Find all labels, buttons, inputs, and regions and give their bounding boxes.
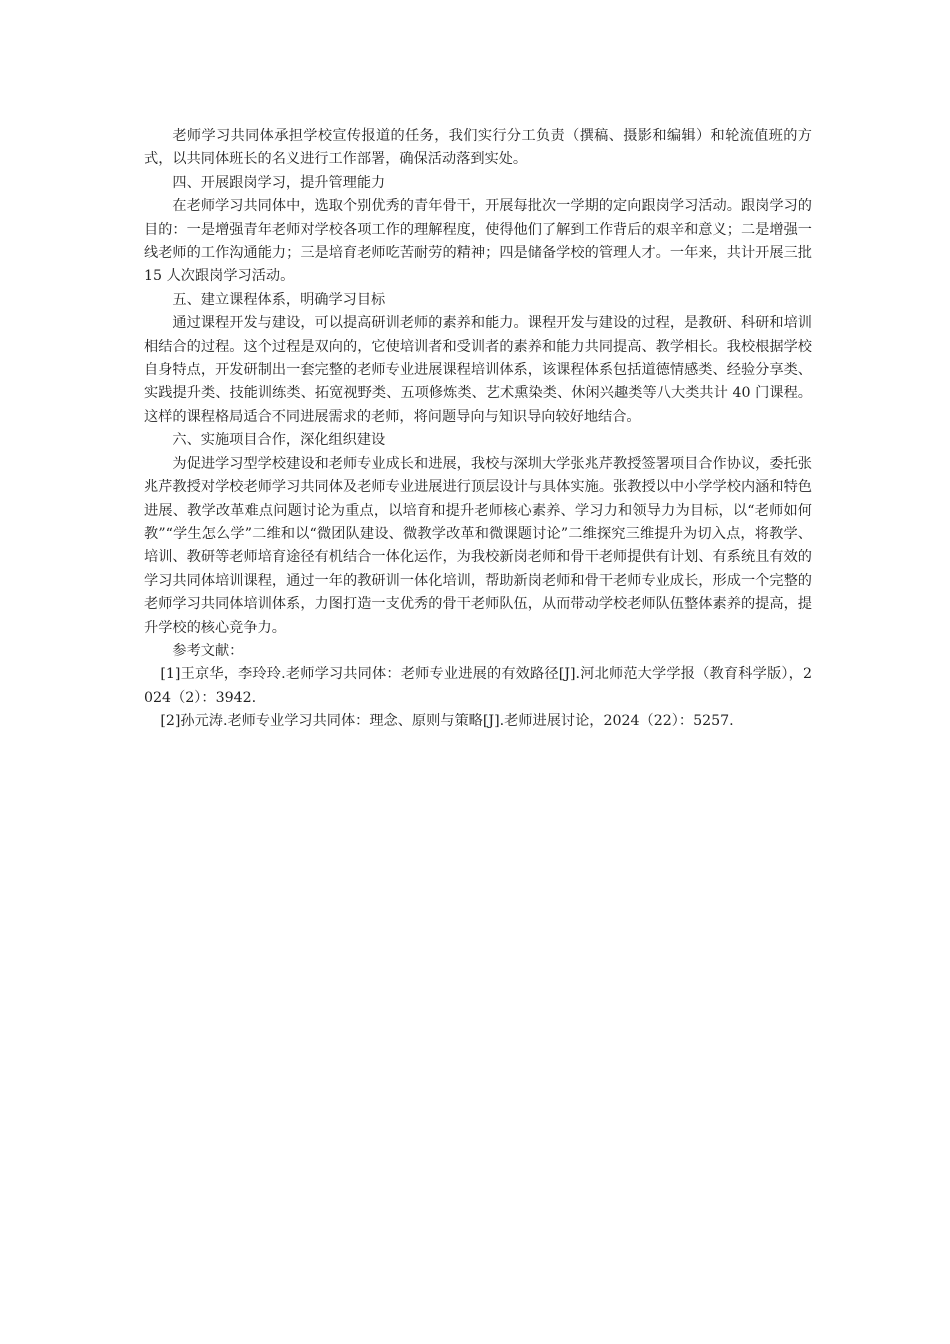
section-heading-6: 六、实施项目合作，深化组织建设 [172,432,386,449]
paragraph-publicity-duty: 老师学习共同体承担学校宣传报道的任务，我们实行分工负责（撰稿、摄影和编辑）和轮流值班的方式，以共同体班长的名义进行工作部署，确保活动落到实处。 [144,128,812,168]
reference-item-1: [1]王京华，李玲玲.老师学习共同体：老师专业进展的有效路径[J].河北师范大学学报（教育科学版），2024（2）：3942. [144,666,812,706]
document-body [144,125,812,734]
section-heading-5: 五、建立课程体系，明确学习目标 [172,291,386,308]
paragraph-curriculum: 通过课程开发与建设，可以提高研训老师的素养和能力。课程开发与建设的过程，是教研、科研和培训相结合的过程。这个过程是双向的，它使培训者和受训者的素养和能力共同提高、教学相长。我校根据学校自身特点，开发研制出一套完整的老师专业进展课程培训体系，该课程体系包括道德情感类、经验分享类、实践提升类、技能训练类、拓宽视野类、五项修炼类、艺术熏染类、休闲兴趣类等八大类共计 40 门课程。这样的课程格局适合不同进展需求的老师，将问题导向与知识导向较好地结合。 [144,315,812,425]
paragraph-project-cooperation: 为促进学习型学校建设和老师专业成长和进展，我校与深圳大学张兆芹教授签署项目合作协议，委托张兆芹教授对学校老师学习共同体及老师专业进展进行顶层设计与具体实施。张教授以中小学学校内涵和特色进展、教学改革难点问题讨论为重点，以培育和提升老师核心素养、学习力和领导力为目标，以“老师如何教”“学生怎么学”二维和以“微团队建设、微教学改革和微课题讨论”二维探究三维提升为切入点，将教学、培训、教研等老师培育途径有机结合一体化运作，为我校新岗老师和骨干老师提供有计划、有系统且有效的学习共同体培训课程，通过一年的教研训一体化培训，帮助新岗老师和骨干老师专业成长，形成一个完整的老师学习共同体培训体系，力图打造一支优秀的骨干老师队伍，从而带动学校老师队伍整体素养的提高，提升学校的核心竞争力。 [144,455,812,636]
references-title: 参考文献： [172,642,244,659]
section-heading-4: 四、开展跟岗学习，提升管理能力 [172,174,386,191]
paragraph-shadow-learning: 在老师学习共同体中，选取个别优秀的青年骨干，开展每批次一学期的定向跟岗学习活动。跟岗学习的目的：一是增强青年老师对学校各项工作的理解程度，使得他们了解到工作背后的艰辛和意义；二是增强一线老师的工作沟通能力；三是培育老师吃苦耐劳的精神；四是储备学校的管理人才。一年来，共计开展三批 15 人次跟岗学习活动。 [144,198,812,285]
reference-item-2: [2]孙元涛.老师专业学习共同体：理念、原则与策略[J].老师进展讨论，2024（22）：5257. [160,713,734,730]
